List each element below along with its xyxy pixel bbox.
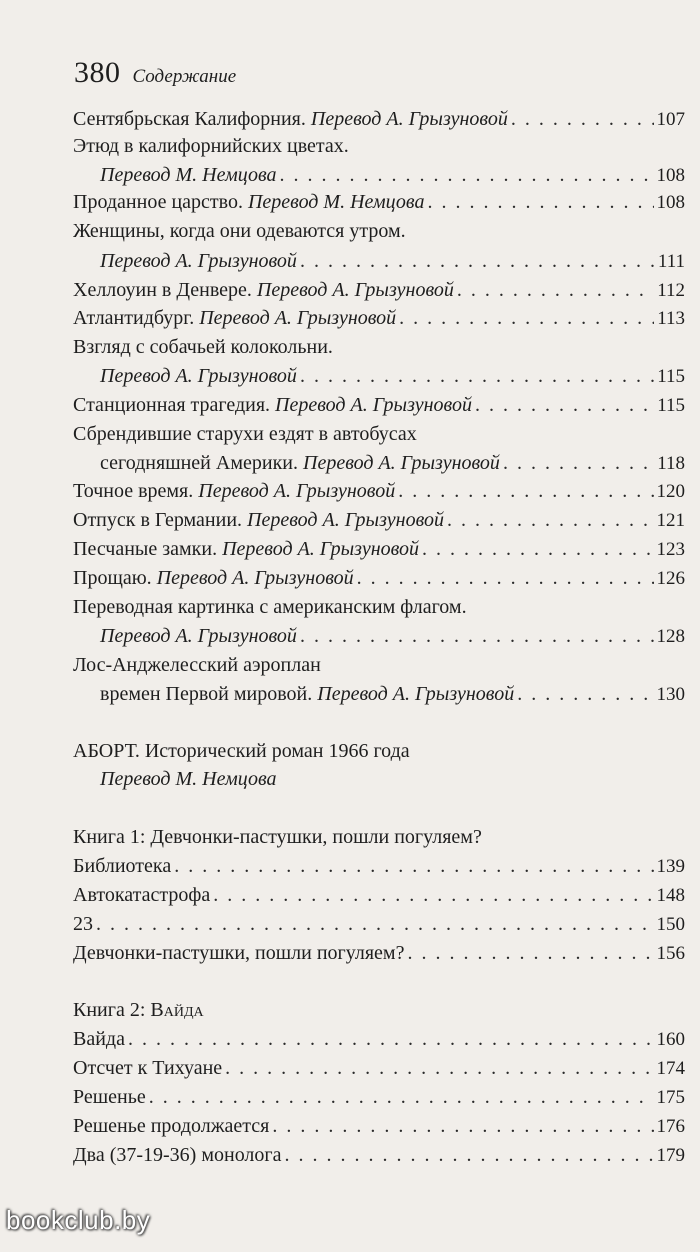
toc-entry xyxy=(73,1086,685,1118)
leader-dots xyxy=(174,855,653,878)
entry-page: 176 xyxy=(656,1116,685,1137)
entry-translator: Перевод А. Грызуновой xyxy=(317,683,515,705)
leader-dots xyxy=(300,365,654,388)
book2-heading xyxy=(73,999,685,1031)
entry-translator: Перевод А. Грызуновой xyxy=(247,509,444,531)
toc-entry xyxy=(73,1057,685,1089)
leader-dots xyxy=(280,164,654,187)
entry-title: Хеллоуин в Денвере. xyxy=(73,279,252,301)
entry-translator: Перевод А. Грызуновой xyxy=(256,279,454,301)
entry-translator: Перевод М. Немцова xyxy=(247,191,425,213)
entry-title: Женщины, когда они одеваются утром. xyxy=(73,220,406,242)
entry-page: 108 xyxy=(656,192,685,213)
entry-page: 179 xyxy=(656,1145,685,1166)
toc-entry xyxy=(73,307,685,339)
leader-dots xyxy=(422,538,653,561)
toc-entry xyxy=(73,855,685,887)
entry-translator: Перевод А. Грызуновой xyxy=(222,538,420,560)
entry-title: Девчонки-пастушки, пошли погуляем? xyxy=(73,942,405,964)
toc-entry-continuation xyxy=(100,683,685,715)
toc-entry xyxy=(73,913,685,945)
toc-entry xyxy=(73,1144,685,1176)
running-title: Содержание xyxy=(132,66,237,87)
toc-entry-continuation xyxy=(100,365,685,397)
leader-dots xyxy=(475,394,654,417)
entry-translator: Перевод М. Немцова xyxy=(100,164,277,186)
entry-page: 113 xyxy=(657,308,685,329)
entry-title: Решенье xyxy=(73,1086,146,1108)
entry-title: 23 xyxy=(73,913,93,935)
entry-page: 123 xyxy=(656,539,685,560)
novel-title-text: АБОРТ. Исторический роман 1966 года xyxy=(73,740,410,762)
running-header xyxy=(74,56,236,90)
entry-title-continued: времен Первой мировой. xyxy=(100,683,313,705)
novel-translator xyxy=(100,768,685,800)
entry-title: Взгляд с собачьей колокольни. xyxy=(73,336,333,358)
entry-page: 174 xyxy=(656,1058,685,1079)
entry-page: 118 xyxy=(657,453,685,474)
entry-translator: Перевод А. Грызуновой xyxy=(156,567,354,589)
entry-page: 111 xyxy=(657,251,685,272)
toc-entry xyxy=(73,220,685,252)
entry-translator: Перевод А. Грызуновой xyxy=(100,625,297,647)
entry-title: Станционная трагедия. xyxy=(73,394,271,416)
entry-page: 139 xyxy=(656,856,685,877)
leader-dots xyxy=(149,1086,654,1109)
entry-title: Решенье продолжается xyxy=(73,1115,270,1137)
leader-dots xyxy=(96,913,654,936)
toc-entry xyxy=(73,567,685,599)
entry-page: 115 xyxy=(657,395,685,416)
entry-page: 175 xyxy=(656,1087,685,1108)
site-watermark: bookclub.by xyxy=(6,1205,151,1235)
entry-page: 107 xyxy=(656,109,685,130)
page-number: 380 xyxy=(74,56,121,89)
entry-page: 112 xyxy=(657,280,685,301)
entry-title: Песчаные замки. xyxy=(73,538,218,560)
book1-heading-text: Книга 1: Девчонки-пастушки, пошли погуляем? xyxy=(73,826,482,848)
leader-dots xyxy=(447,509,654,532)
toc-entry xyxy=(73,480,685,512)
entry-translator: Перевод А. Грызуновой xyxy=(275,394,472,416)
entry-title: Два (37-19-36) монолога xyxy=(73,1144,282,1166)
leader-dots xyxy=(357,567,654,590)
leader-dots xyxy=(427,191,653,214)
entry-title: Лос-Анджелесский аэроплан xyxy=(73,654,321,676)
entry-title: Атлантидбург. xyxy=(73,307,195,329)
entry-title: Библиотека xyxy=(73,855,172,877)
leader-dots xyxy=(398,480,653,503)
entry-translator: Перевод А. Грызуновой xyxy=(100,365,297,387)
leader-dots xyxy=(511,108,654,131)
novel-translator-text: Перевод М. Немцова xyxy=(100,768,277,790)
toc-entry xyxy=(73,1028,685,1060)
entry-title: Отсчет к Тихуане xyxy=(73,1057,223,1079)
entry-title: Переводная картинка с американским флагом. xyxy=(73,596,467,618)
entry-page: 128 xyxy=(656,626,685,647)
toc-entry xyxy=(73,1115,685,1147)
toc-entry xyxy=(73,884,685,916)
toc-entry xyxy=(73,654,685,686)
leader-dots xyxy=(225,1057,653,1080)
toc-entry xyxy=(73,538,685,570)
toc-entry xyxy=(73,336,685,368)
entry-page: 108 xyxy=(656,165,685,186)
entry-title: Проданное царство. xyxy=(73,191,243,213)
entry-title: Сбрендившие старухи ездят в автобусах xyxy=(73,423,417,445)
entry-page: 130 xyxy=(656,684,685,705)
entry-page: 156 xyxy=(656,943,685,964)
entry-title: Отпуск в Германии. xyxy=(73,509,243,531)
leader-dots xyxy=(285,1144,654,1167)
book2-heading-name: Вайда xyxy=(150,999,204,1021)
leader-dots xyxy=(399,307,654,330)
entry-title: Сентябрьская Калифорния. xyxy=(73,108,306,130)
entry-title: Точное время. xyxy=(73,480,194,502)
toc-entry xyxy=(73,135,685,167)
entry-page: 148 xyxy=(656,885,685,906)
entry-translator: Перевод А. Грызуновой xyxy=(310,108,508,130)
entry-page: 121 xyxy=(656,510,685,531)
leader-dots xyxy=(272,1115,653,1138)
entry-title: Автокатастрофа xyxy=(73,884,211,906)
entry-page: 160 xyxy=(656,1029,685,1050)
leader-dots xyxy=(128,1028,654,1051)
toc-entry xyxy=(73,509,685,541)
entry-title: Этюд в калифорнийских цветах. xyxy=(73,135,349,157)
toc-entry-continuation xyxy=(100,250,685,282)
entry-title-continued: сегодняшней Америки. xyxy=(100,452,298,474)
leader-dots xyxy=(503,452,654,475)
leader-dots xyxy=(457,279,654,302)
entry-translator: Перевод А. Грызуновой xyxy=(100,250,297,272)
entry-translator: Перевод А. Грызуновой xyxy=(303,452,500,474)
entry-title: Вайда xyxy=(73,1028,125,1050)
toc-entry xyxy=(73,596,685,628)
leader-dots xyxy=(407,942,653,965)
entry-page: 150 xyxy=(656,914,685,935)
entry-translator: Перевод А. Грызуновой xyxy=(199,307,397,329)
book1-heading xyxy=(73,826,685,858)
leader-dots xyxy=(300,625,654,648)
leader-dots xyxy=(213,884,653,907)
book2-heading-prefix: Книга 2: xyxy=(73,999,146,1021)
leader-dots xyxy=(517,683,653,706)
toc-entry xyxy=(73,942,685,974)
entry-translator: Перевод А. Грызуновой xyxy=(198,480,396,502)
leader-dots xyxy=(300,250,655,273)
entry-page: 120 xyxy=(656,481,685,502)
toc-entry xyxy=(73,423,685,455)
entry-page: 115 xyxy=(657,366,685,387)
toc-entry xyxy=(73,191,685,223)
toc-entry xyxy=(73,394,685,426)
entry-title: Прощаю. xyxy=(73,567,152,589)
entry-page: 126 xyxy=(656,568,685,589)
toc-entry-continuation xyxy=(100,625,685,657)
